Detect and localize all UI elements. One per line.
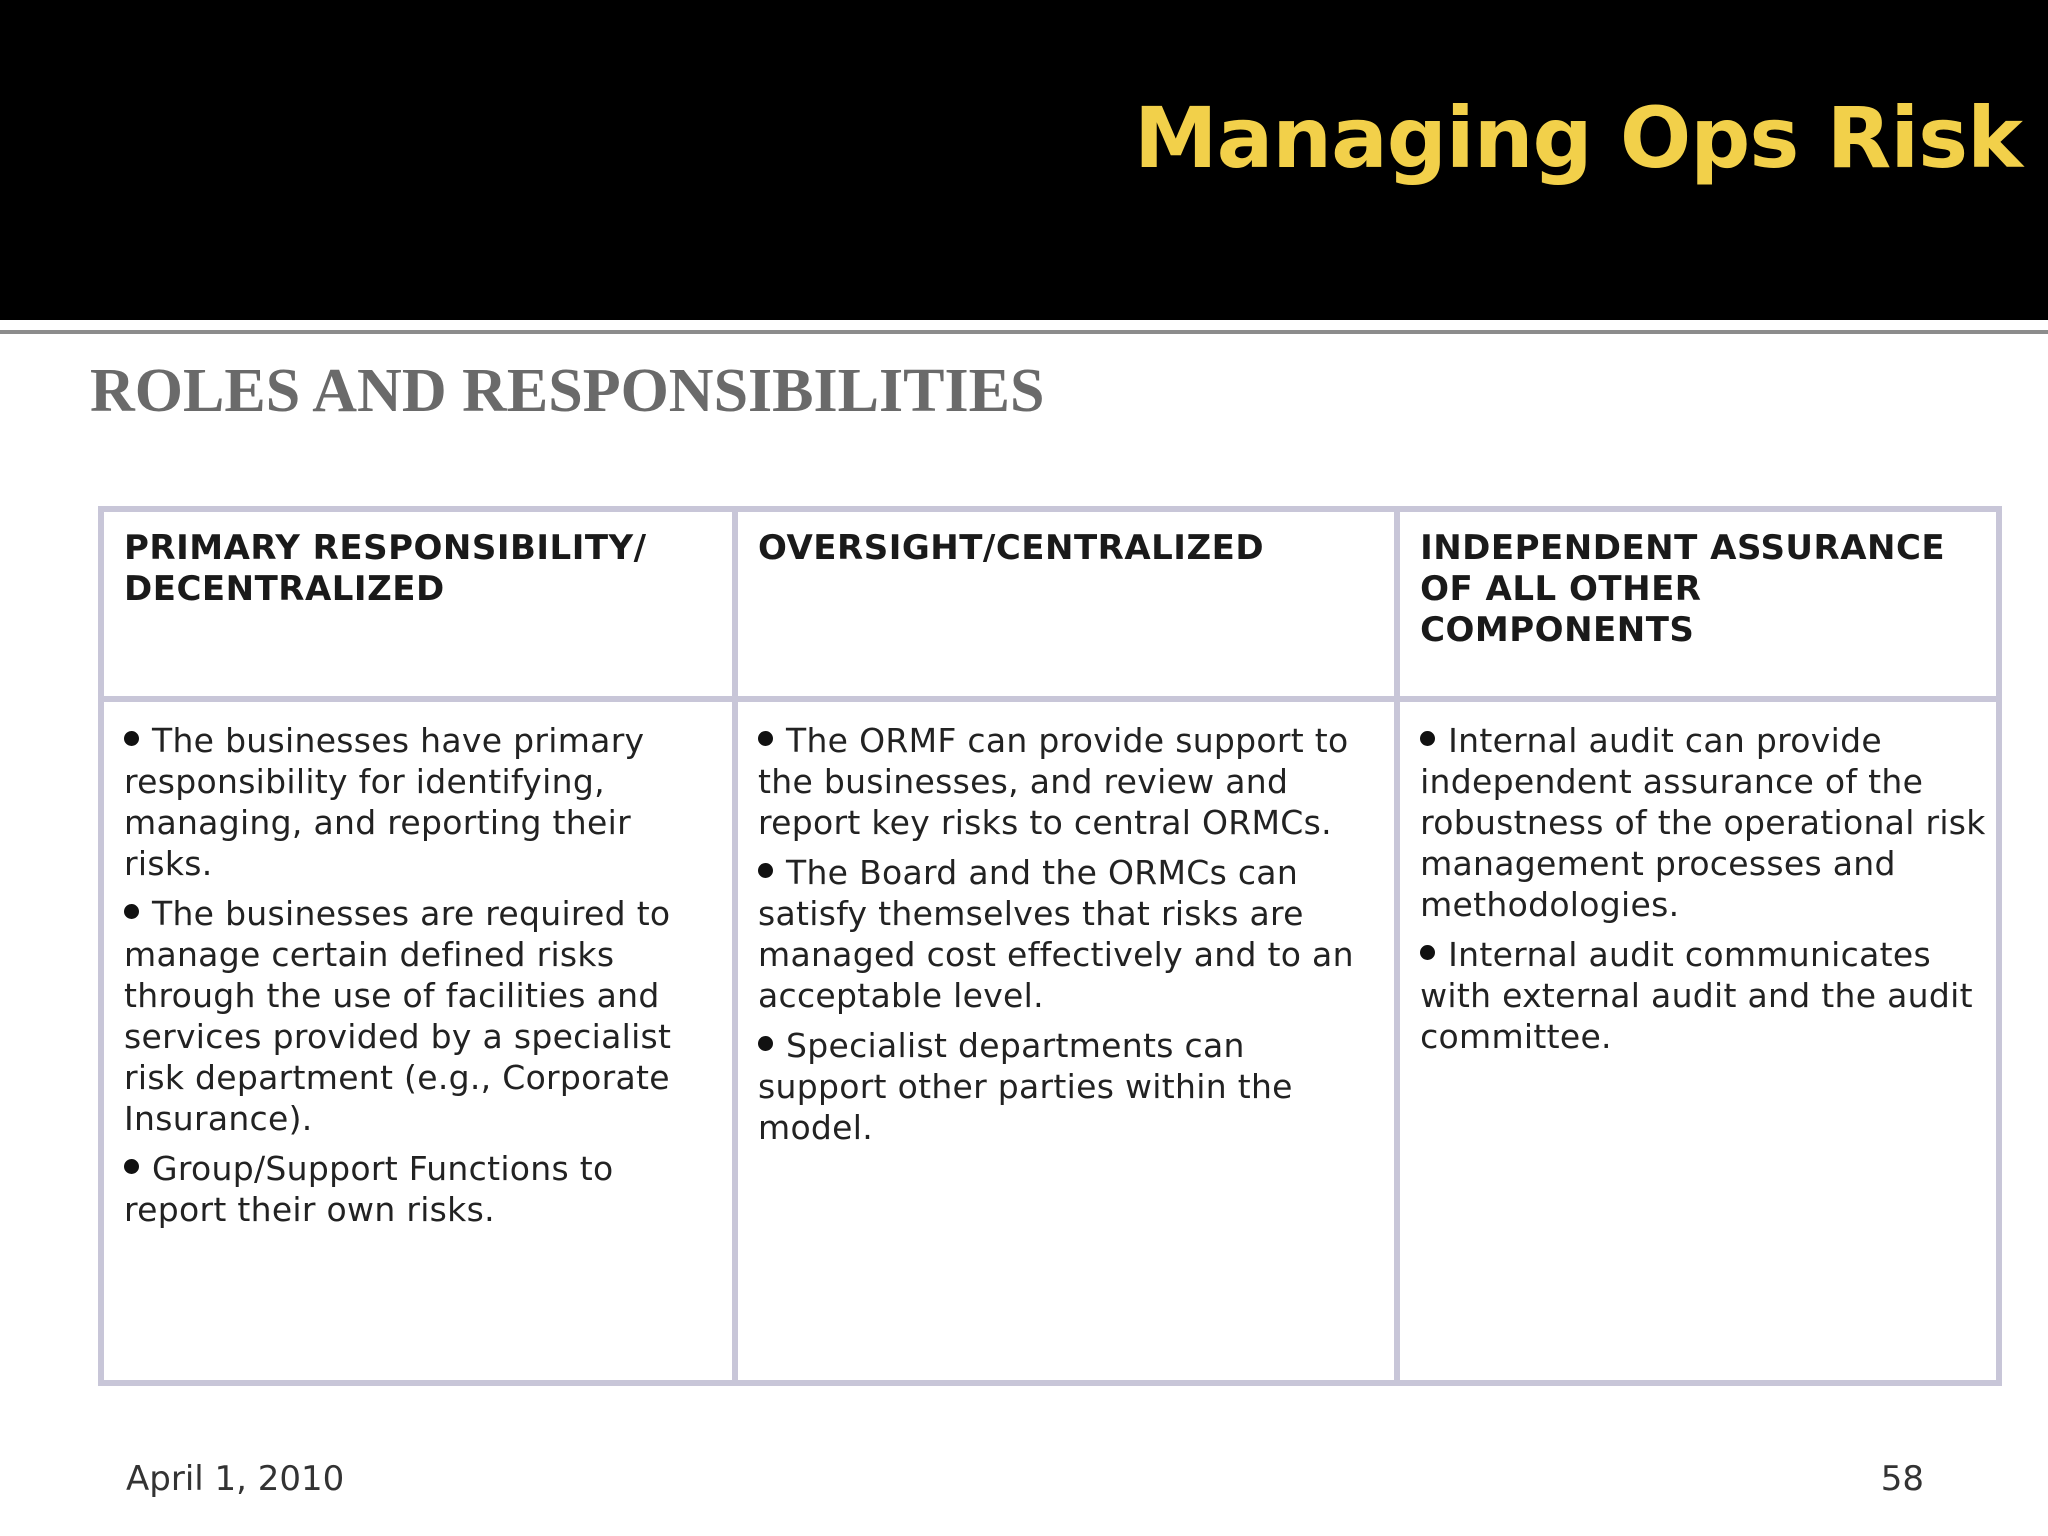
- list-item: [1420, 720, 1986, 925]
- list-item: [758, 1025, 1384, 1148]
- bullet-text: The ORMF can provide support to the businesses, and review and report key risks to central ORMCs.: [758, 721, 1349, 842]
- roles-table: [98, 506, 2002, 1386]
- column-header-oversight: OVERSIGHT/CENTRALIZED: [735, 509, 1397, 699]
- list-item: [758, 852, 1384, 1016]
- header-band: [0, 0, 2048, 320]
- column-header-independent-assurance: INDEPENDENT ASSURANCE OF ALL OTHER COMPONENTS: [1397, 509, 1999, 699]
- bullet-icon: [758, 1036, 773, 1051]
- bullet-icon: [124, 1159, 139, 1174]
- list-item: [124, 1148, 722, 1230]
- table-body-row: [101, 699, 1999, 1383]
- bullet-icon: [124, 731, 139, 746]
- column-header-primary: PRIMARY RESPONSIBILITY/ DECENTRALIZED: [101, 509, 735, 699]
- list-item: [758, 720, 1384, 843]
- bullet-icon: [124, 904, 139, 919]
- bullet-list: [758, 720, 1384, 1148]
- bullet-text: Internal audit communicates with external audit and the audit committee.: [1420, 935, 1973, 1056]
- table-header-row: [101, 509, 1999, 699]
- slide-title: Managing Ops Risk: [1134, 89, 2022, 187]
- list-item: [1420, 934, 1986, 1057]
- bullet-text: The businesses are required to manage certain defined risks through the use of facilities and services provided by a specialist risk department (e.g., Corporate Insurance).: [124, 894, 672, 1138]
- header-divider: [0, 330, 2048, 334]
- bullet-text: Specialist departments can support other parties within the model.: [758, 1026, 1293, 1147]
- list-item: [124, 720, 722, 884]
- list-item: [124, 893, 722, 1139]
- independent-assurance-cell: [1397, 699, 1999, 1383]
- bullet-icon: [758, 863, 773, 878]
- bullet-text: Internal audit can provide independent assurance of the robustness of the operational risk management processes and methodologies.: [1420, 721, 1986, 924]
- section-heading: ROLES AND RESPONSIBILITIES: [90, 357, 1045, 425]
- bullet-list: [124, 720, 722, 1230]
- bullet-icon: [1420, 731, 1435, 746]
- bullet-icon: [758, 731, 773, 746]
- bullet-text: Group/Support Functions to report their own risks.: [124, 1149, 614, 1229]
- page-number: 58: [1880, 1459, 1924, 1499]
- oversight-cell: [735, 699, 1397, 1383]
- primary-responsibility-cell: [101, 699, 735, 1383]
- footer-date: April 1, 2010: [126, 1459, 345, 1499]
- bullet-icon: [1420, 945, 1435, 960]
- bullet-list: [1420, 720, 1986, 1057]
- bullet-text: The businesses have primary responsibility for identifying, managing, and reporting their risks.: [124, 721, 645, 883]
- bullet-text: The Board and the ORMCs can satisfy themselves that risks are managed cost effectively and to an acceptable level.: [758, 853, 1354, 1015]
